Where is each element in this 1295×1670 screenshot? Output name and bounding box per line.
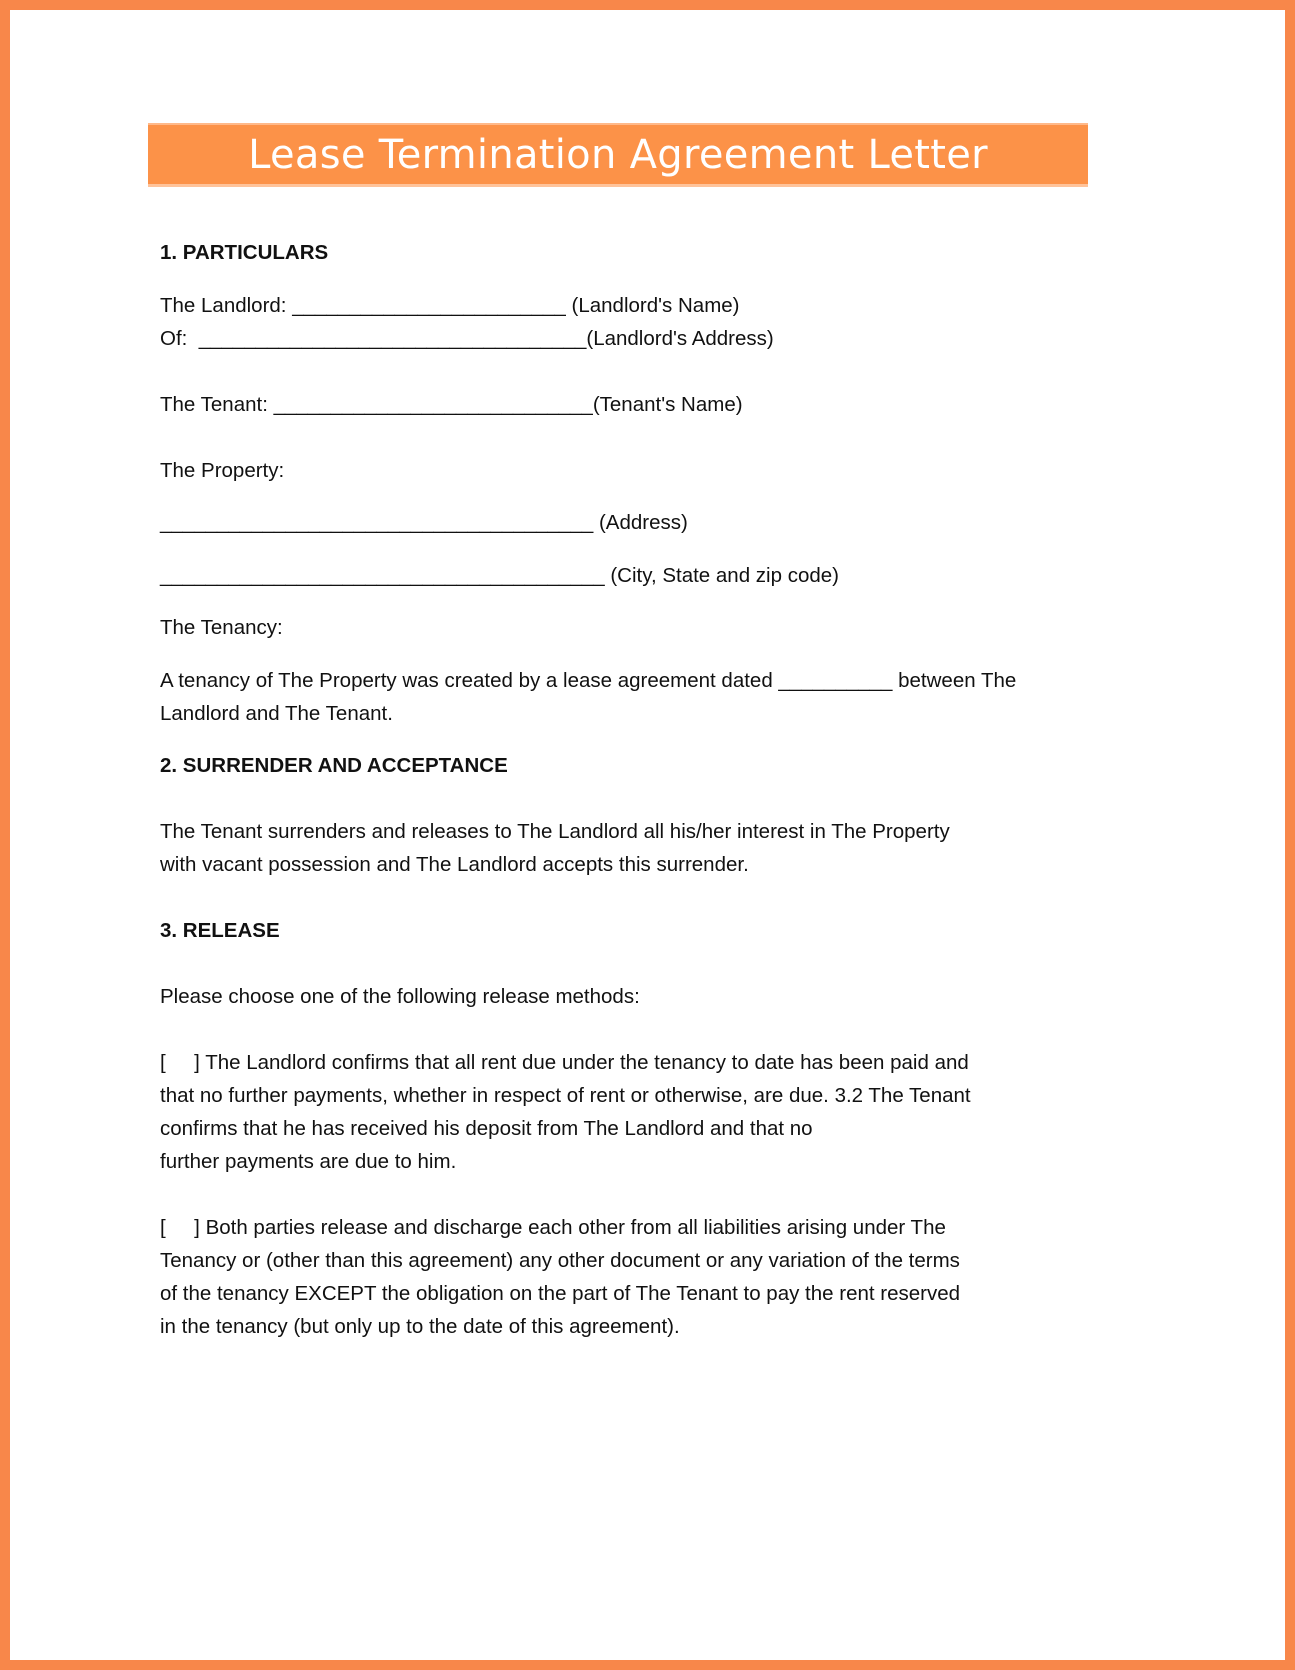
property-address-field: ______________________________________ (Address) [160, 511, 688, 534]
tenancy-label: The Tenancy: [160, 616, 283, 639]
tenancy-paragraph-line: A tenancy of The Property was created by a lease agreement dated __________ between The [160, 669, 1017, 692]
property-label: The Property: [160, 459, 285, 482]
release-option-two-line: [ ] Both parties release and discharge each other from all liabilities arising under The [160, 1216, 946, 1239]
release-option-one-line: that no further payments, whether in respect of rent or otherwise, are due. 3.2 The Tenant [160, 1084, 971, 1107]
property-city-field: _______________________________________ (City, State and zip code) [160, 564, 839, 587]
section-heading-particulars: 1. PARTICULARS [160, 241, 329, 264]
surrender-paragraph-line: with vacant possession and The Landlord accepts this surrender. [160, 853, 749, 876]
title-banner [148, 123, 1088, 187]
landlord-address-field: Of: __________________________________(Landlord's Address) [160, 327, 774, 350]
document-title: Lease Termination Agreement Letter [248, 131, 988, 178]
release-intro: Please choose one of the following release methods: [160, 985, 640, 1008]
landlord-name-field: The Landlord: ________________________ (Landlord's Name) [160, 294, 740, 317]
tenancy-paragraph-line: Landlord and The Tenant. [160, 702, 393, 725]
release-option-one-line: confirms that he has received his deposit from The Landlord and that no [160, 1117, 813, 1140]
release-option-one-line: further payments are due to him. [160, 1150, 457, 1173]
release-option-two-line: of the tenancy EXCEPT the obligation on the part of The Tenant to pay the rent reserved [160, 1282, 961, 1305]
tenant-name-field: The Tenant: ____________________________(Tenant's Name) [160, 393, 743, 416]
surrender-paragraph-line: The Tenant surrenders and releases to The Landlord all his/her interest in The Property [160, 820, 950, 843]
section-heading-surrender: 2. SURRENDER AND ACCEPTANCE [160, 754, 508, 777]
release-option-two-line: Tenancy or (other than this agreement) any other document or any variation of the terms [160, 1249, 960, 1272]
release-option-two-line: in the tenancy (but only up to the date of this agreement). [160, 1315, 680, 1338]
release-option-one-line: [ ] The Landlord confirms that all rent due under the tenancy to date has been paid and [160, 1051, 969, 1074]
section-heading-release: 3. RELEASE [160, 919, 280, 942]
